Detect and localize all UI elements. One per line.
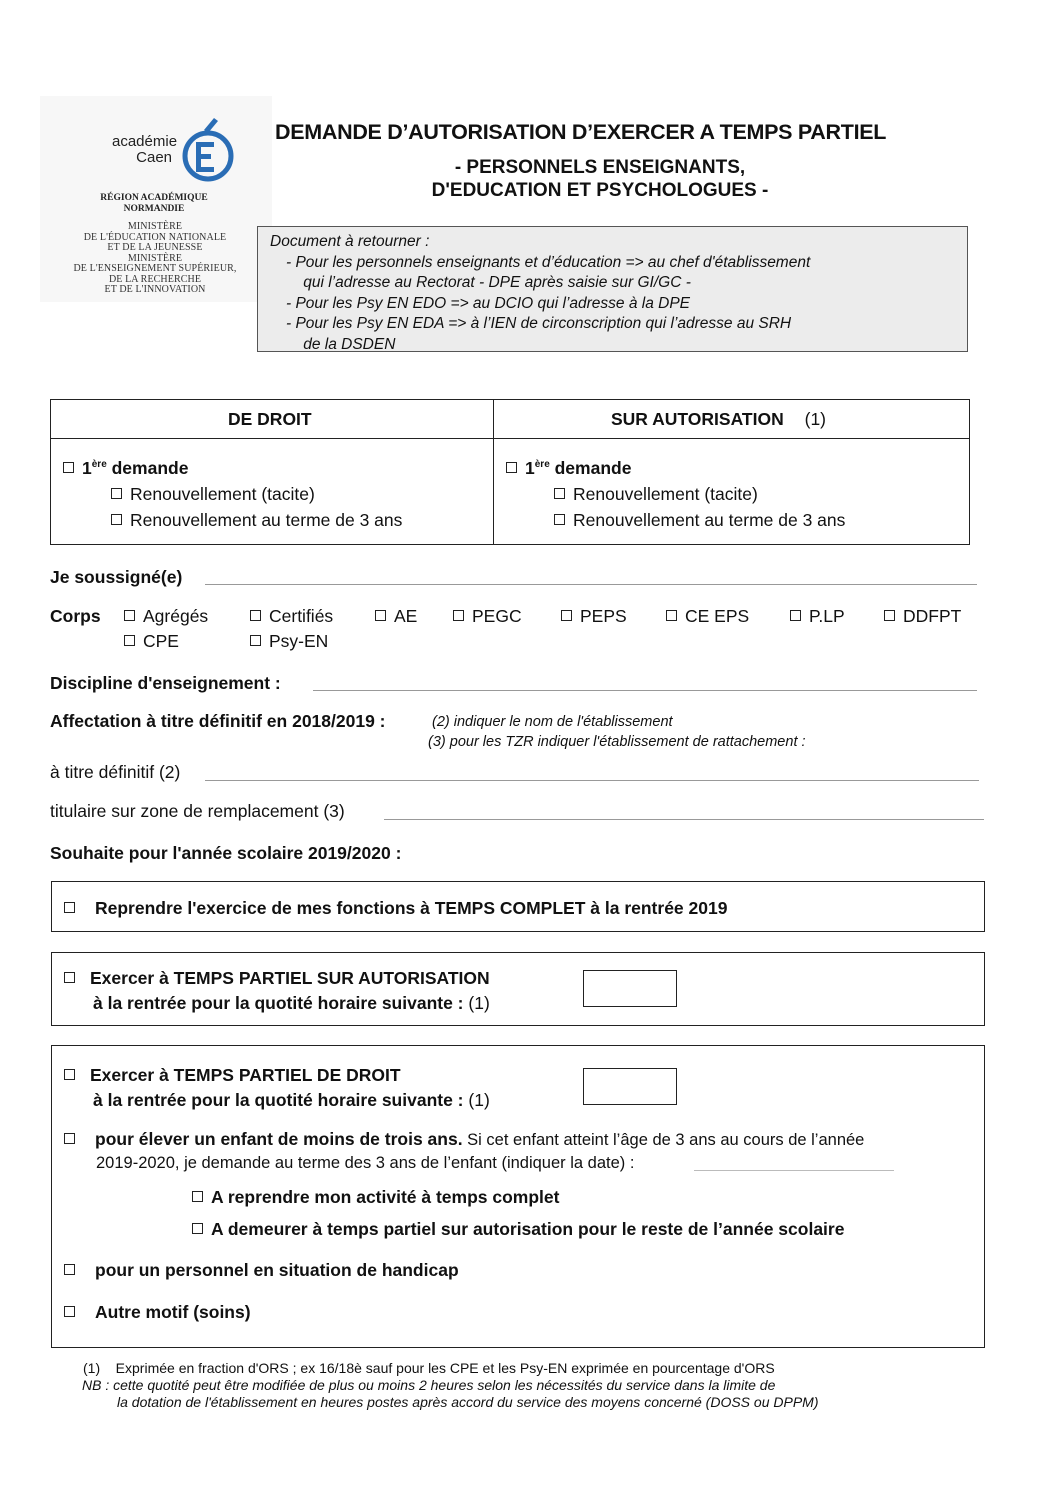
autorisation-renew-3-option[interactable]	[554, 510, 845, 531]
academie-logo-text	[112, 133, 178, 166]
quotite-label: à la rentrée pour la quotité horaire suivante :	[93, 1090, 464, 1110]
region-line-2: NORMANDIE	[123, 204, 185, 214]
ministry-line: ET DE L'INNOVATION	[104, 284, 206, 295]
checkbox[interactable]	[554, 488, 565, 499]
ministry-block	[50, 222, 260, 296]
checkbox[interactable]	[64, 902, 75, 913]
corps-option-ae[interactable]	[375, 606, 417, 627]
tzr-label: titulaire sur zone de remplacement (3)	[50, 801, 345, 821]
corps-label: Corps	[50, 606, 101, 626]
header-de-droit: DE DROIT	[228, 409, 312, 429]
checkbox[interactable]	[124, 610, 135, 621]
corps-option-label: AE	[394, 606, 418, 626]
affectation-note-2: (2) indiquer le nom de l'établissement	[432, 714, 673, 730]
checkbox[interactable]	[192, 1191, 203, 1202]
ministry-line: ET DE LA JEUNESSE	[107, 242, 203, 253]
droit-first-request-option[interactable]	[63, 458, 188, 479]
corps-option-label: DDFPT	[903, 606, 962, 626]
corps-option-peps[interactable]	[561, 606, 627, 627]
enfant-date-field[interactable]	[694, 1170, 894, 1171]
enfant-label: pour élever un enfant de moins de trois ans.	[95, 1129, 463, 1149]
footer-line-3: la dotation de l'établissement en heures postes après accord du service des moyens concerné (DOSS ou DPPM)	[117, 1394, 819, 1410]
corps-option-label: Psy-EN	[269, 631, 329, 651]
souhaite-label: Souhaite pour l'année scolaire 2019/2020 :	[50, 843, 402, 863]
corps-option-label: CPE	[143, 631, 179, 651]
corps-option-plp[interactable]	[790, 606, 845, 627]
corps-option-agreges[interactable]	[124, 606, 208, 627]
autorisation-quotite-input[interactable]	[583, 970, 677, 1007]
header-note-ref: (1)	[804, 409, 827, 429]
affectation-label: Affectation à titre définitif en 2018/2019 :	[50, 711, 386, 731]
corps-option-label: PEPS	[580, 606, 627, 626]
notice-line: - Pour les personnels enseignants et d’éducation => au chef d'établissement	[286, 253, 811, 271]
subtitle-line-2: D'EDUCATION ET PSYCHOLOGUES -	[431, 180, 769, 201]
corps-option-ce-eps[interactable]	[666, 606, 749, 627]
enfant-option[interactable]	[64, 1129, 864, 1150]
discipline-label: Discipline d'enseignement :	[50, 673, 281, 693]
autorisation-renew-tacit-option[interactable]	[554, 484, 758, 505]
autorisation-first-request-option[interactable]	[506, 458, 631, 479]
temps-complet-option[interactable]	[64, 898, 727, 919]
option-label: Reprendre l'exercice de mes fonctions à TEMPS COMPLET à la rentrée 2019	[95, 898, 728, 918]
titre-definitif-field[interactable]	[205, 780, 979, 781]
demeurer-option[interactable]	[192, 1219, 844, 1240]
notice-line: de la DSDEN	[286, 335, 396, 353]
checkbox[interactable]	[506, 462, 517, 473]
ministry-line: DE LA RECHERCHE	[108, 273, 202, 285]
ministry-line: MINISTÈRE	[127, 252, 183, 264]
checkbox[interactable]	[111, 514, 122, 525]
page-title: DEMANDE D’AUTORISATION D’EXERCER A TEMPS PARTIEL	[275, 120, 887, 144]
checkbox[interactable]	[64, 972, 75, 983]
academie-e-logo-icon	[176, 112, 234, 192]
page-subtitle	[395, 156, 805, 202]
option-label: Autre motif (soins)	[95, 1302, 251, 1322]
droit-quotite-line	[93, 1090, 490, 1111]
handicap-option[interactable]	[64, 1260, 459, 1281]
notice-title: Document à retourner :	[270, 233, 430, 250]
temps-partiel-autorisation-option[interactable]	[64, 968, 490, 989]
checkbox[interactable]	[64, 1069, 75, 1080]
subtitle-line-1: - PERSONNELS ENSEIGNANTS,	[454, 157, 746, 178]
enfant-date-line: 2019-2020, je demande au terme des 3 ans de l’enfant (indiquer la date) :	[96, 1154, 635, 1172]
corps-option-ddfpt[interactable]	[884, 606, 961, 627]
corps-option-label: P.LP	[809, 606, 845, 626]
quotite-note: (1)	[468, 1090, 490, 1110]
checkbox[interactable]	[111, 488, 122, 499]
checkbox[interactable]	[666, 610, 677, 621]
first-prefix: 1	[525, 458, 535, 478]
first-sup: ère	[91, 459, 107, 471]
header-sur-autorisation-label: SUR AUTORISATION	[611, 409, 784, 429]
header-sur-autorisation	[611, 409, 826, 430]
checkbox[interactable]	[64, 1306, 75, 1317]
quotite-label: à la rentrée pour la quotité horaire suivante :	[93, 993, 464, 1013]
corps-option-pegc[interactable]	[453, 606, 522, 627]
temps-partiel-droit-option[interactable]	[64, 1065, 401, 1086]
enfant-description: Si cet enfant atteint l’âge de 3 ans au cours de l’année	[462, 1131, 865, 1149]
notice-line: - Pour les Psy EN EDO => au DCIO qui l’adresse à la DPE	[286, 294, 691, 312]
footer-notes	[80, 1360, 818, 1411]
checkbox[interactable]	[64, 1133, 75, 1144]
table-header-divider	[51, 438, 969, 439]
option-label: Exercer à TEMPS PARTIEL SUR AUTORISATION	[90, 968, 490, 988]
notice-line: - Pour les Psy EN EDA => à l’IEN de circonscription qui l’adresse au SRH	[286, 315, 792, 332]
affectation-note-3: (3) pour les TZR indiquer l'établissement de rattachement :	[428, 734, 806, 750]
option-label: Renouvellement au terme de 3 ans	[130, 510, 403, 530]
discipline-field[interactable]	[313, 690, 977, 691]
corps-option-certifies[interactable]	[250, 606, 333, 627]
logo-caen: Caen	[136, 149, 172, 166]
first-prefix: 1	[82, 458, 92, 478]
first-suffix: demande	[106, 458, 189, 478]
notice-line: qui l’adresse au Rectorat - DPE après saisie sur GI/GC -	[286, 274, 691, 291]
corps-option-psy-en[interactable]	[250, 631, 328, 652]
droit-quotite-input[interactable]	[583, 1068, 677, 1105]
quotite-note: (1)	[468, 993, 490, 1013]
droit-renew-3-option[interactable]	[111, 510, 402, 531]
option-label: Renouvellement (tacite)	[130, 484, 315, 504]
option-label: pour un personnel en situation de handicap	[95, 1260, 459, 1280]
region-line-1: RÉGION ACADÉMIQUE	[100, 193, 208, 203]
checkbox[interactable]	[375, 610, 386, 621]
checkbox[interactable]	[124, 635, 135, 646]
autorisation-quotite-line	[93, 993, 490, 1014]
table-column-divider	[493, 400, 494, 544]
checkbox[interactable]	[250, 610, 261, 621]
logo-academie: académie	[112, 133, 178, 150]
titre-definitif-label: à titre définitif (2)	[50, 762, 181, 782]
return-instructions-box	[257, 226, 968, 352]
checkbox[interactable]	[884, 610, 895, 621]
checkbox[interactable]	[192, 1223, 203, 1234]
checkbox[interactable]	[250, 635, 261, 646]
corps-option-label: Agrégés	[143, 606, 209, 626]
checkbox[interactable]	[453, 610, 464, 621]
ministry-line: DE L'ENSEIGNEMENT SUPÉRIEUR,	[73, 263, 237, 274]
footer-line-2: NB : cette quotité peut être modifiée de plus ou moins 2 heures selon les nécessités du service dans la limite de	[82, 1377, 776, 1393]
corps-option-label: CE EPS	[685, 606, 750, 626]
corps-option-label: Certifiés	[269, 606, 334, 626]
checkbox[interactable]	[790, 610, 801, 621]
region-academique	[84, 193, 224, 215]
soussigne-label: Je soussigné(e)	[50, 567, 183, 587]
option-label: A demeurer à temps partiel sur autorisation pour le reste de l’année scolaire	[211, 1219, 845, 1239]
request-type-table	[50, 399, 970, 545]
reprendre-option[interactable]	[192, 1187, 559, 1208]
first-sup: ère	[534, 459, 550, 471]
droit-renew-tacit-option[interactable]	[111, 484, 315, 505]
option-label: Renouvellement (tacite)	[573, 484, 758, 504]
option-label: Renouvellement au terme de 3 ans	[573, 510, 846, 530]
corps-option-cpe[interactable]	[124, 631, 179, 652]
tzr-field[interactable]	[384, 819, 984, 820]
ministry-line: DE L'ÉDUCATION NATIONALE	[83, 231, 227, 243]
soussigne-field[interactable]	[205, 584, 977, 585]
autre-motif-option[interactable]	[64, 1302, 251, 1323]
footer-line-1: (1) Exprimée en fraction d'ORS ; ex 16/18è sauf pour les CPE et les Psy-EN exprimée en pourcentage d'ORS	[83, 1360, 775, 1376]
option-label: A reprendre mon activité à temps complet	[211, 1187, 560, 1207]
checkbox[interactable]	[63, 462, 74, 473]
temps-partiel-autorisation-box	[51, 952, 985, 1026]
ministry-line: MINISTÈRE	[127, 221, 183, 232]
option-label: Exercer à TEMPS PARTIEL DE DROIT	[90, 1065, 401, 1085]
checkbox[interactable]	[561, 610, 572, 621]
checkbox[interactable]	[554, 514, 565, 525]
first-suffix: demande	[549, 458, 632, 478]
corps-option-label: PEGC	[472, 606, 522, 626]
checkbox[interactable]	[64, 1264, 75, 1275]
